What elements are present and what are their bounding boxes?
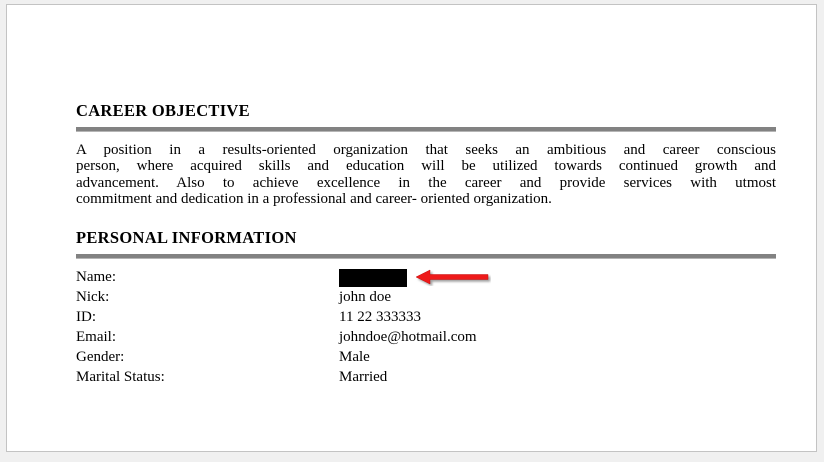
document-content [76, 101, 776, 388]
paragraph-line: commitment and dedication in a professional and career- oriented organization. [76, 191, 552, 208]
section-divider [76, 127, 776, 132]
info-row-name [76, 268, 776, 288]
paragraph-line: person, where acquired skills and education will be utilized towards continued growth and [76, 158, 776, 175]
section-divider [76, 254, 776, 259]
info-row-marital-status [76, 368, 776, 388]
section-personal-information [76, 228, 776, 388]
paragraph-line: advancement. Also to achieve excellence in the career and provide services with utmost [76, 174, 776, 191]
marital-status-value: Married [339, 369, 388, 386]
marital-status-label: Marital Status: [76, 369, 165, 386]
email-value: johndoe@hotmail.com [339, 329, 477, 346]
gender-label: Gender: [76, 349, 125, 366]
document-page [6, 4, 817, 452]
gender-value: Male [339, 349, 370, 366]
name-label: Name: [76, 269, 116, 286]
red-left-arrow-icon [415, 269, 491, 286]
id-label: ID: [76, 309, 96, 326]
personal-information-heading: PERSONAL INFORMATION [76, 227, 297, 247]
info-row-id [76, 308, 776, 328]
nick-value: john doe [339, 289, 392, 306]
email-label: Email: [76, 329, 116, 346]
nick-label: Nick: [76, 289, 110, 306]
info-row-gender [76, 348, 776, 368]
personal-info-list [76, 268, 776, 388]
name-value [339, 269, 776, 287]
career-objective-heading: CAREER OBJECTIVE [76, 101, 250, 120]
info-row-email [76, 328, 776, 348]
id-value: 11 22 333333 [339, 309, 421, 326]
paragraph-line: A position in a results-oriented organization that seeks an ambitious and career conscious [76, 142, 776, 158]
info-row-nick [76, 288, 776, 308]
career-objective-paragraph [76, 142, 776, 208]
redacted-name-box [339, 269, 407, 287]
section-career-objective [76, 101, 776, 208]
